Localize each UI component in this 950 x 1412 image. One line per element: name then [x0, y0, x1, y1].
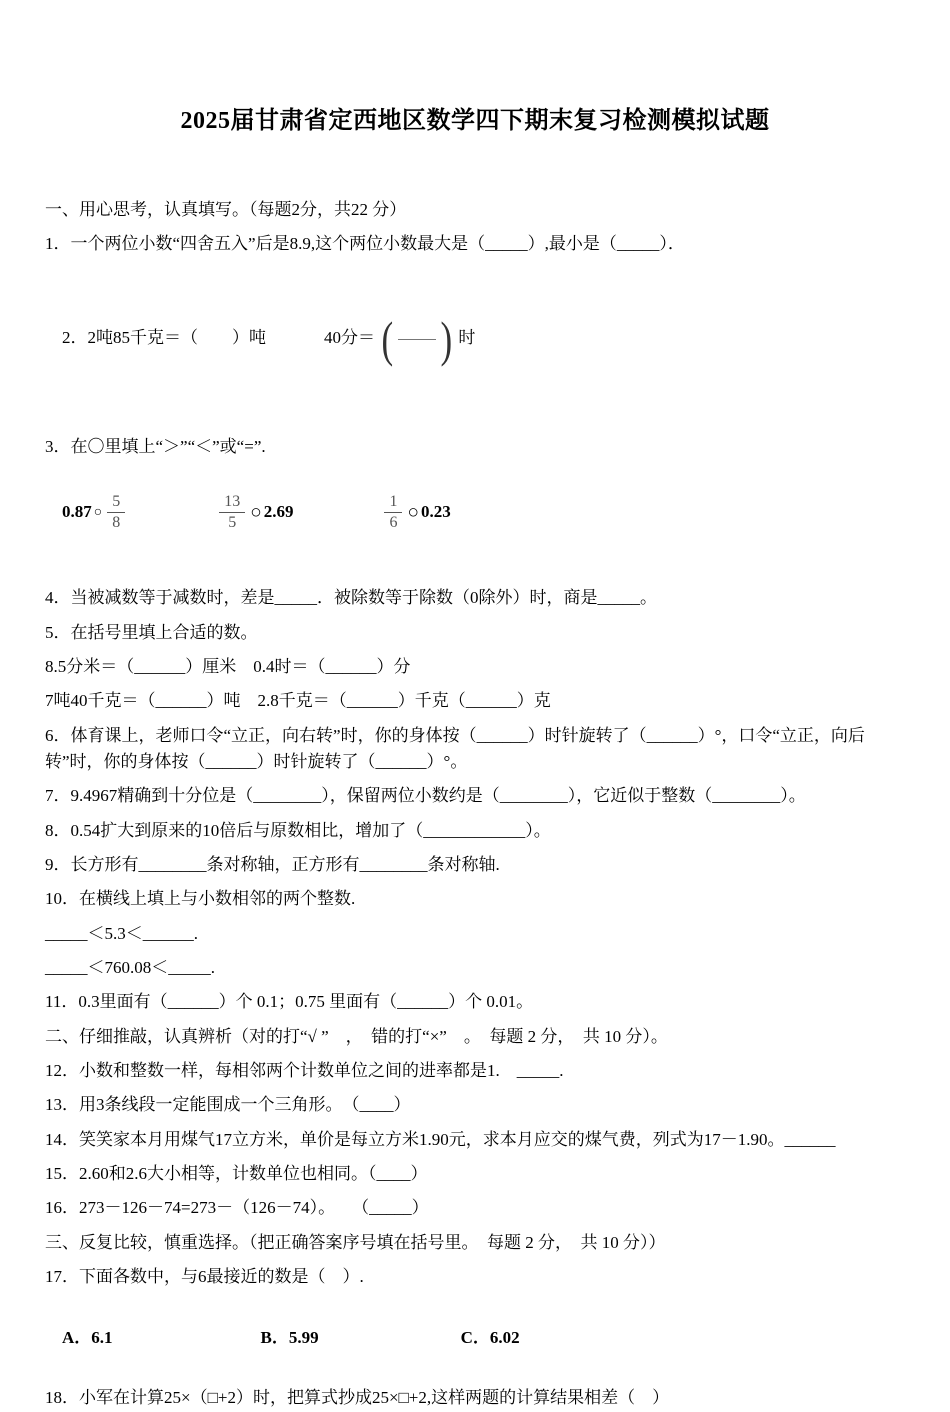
question-1: 1．一个两位小数“四舍五入”后是8.9,这个两位小数最大是（_____）,最小是（_____）．: [45, 234, 685, 254]
question-2-mid: 40分＝: [324, 327, 375, 347]
comparison-2: [216, 493, 293, 533]
question-10: 10．在横线上填上与小数相邻的两个整数.: [45, 889, 356, 909]
question-3-comparisons: [45, 467, 905, 559]
fraction-denominator: 8: [112, 514, 121, 532]
question-2-right: 时: [458, 327, 476, 347]
question-3: 3．在〇里填上“＞”“＜”或“=”.: [45, 437, 266, 457]
question-8: 8．0.54扩大到原来的10倍后与原数相比，增加了（____________）。: [45, 820, 551, 840]
comparison-3: [381, 493, 450, 533]
section3-heading: 三、反复比较，慎重选择。（把正确答案序号填在括号里。 每题 2 分， 共 10 分））: [45, 1232, 666, 1252]
page-title: 2025届甘肃省定西地区数学四下期末复习检测模拟试题: [180, 108, 770, 134]
question-14: 14．笑笑家本月用煤气17立方米，单价是每立方米1.90元，求本月应交的煤气费，列式为17－1.90。______: [45, 1129, 836, 1149]
fraction-denominator: 5: [228, 514, 237, 532]
comparison-1: [62, 493, 128, 533]
question-12: 12．小数和整数一样，每相邻两个计数单位之间的进率都是1. _____.: [45, 1061, 564, 1080]
fraction-5-8: [107, 493, 125, 533]
question-5-blank-row-1: 8.5分米＝（______）厘米 0.4时＝（______）分: [45, 656, 411, 676]
compare-circle: ○: [93, 505, 103, 521]
question-7: 7．9.4967精确到十分位是（________），保留两位小数约是（________），它近似于整数（________）。: [45, 786, 806, 806]
question-10-blank-row-1: _____＜5.3＜______.: [45, 923, 198, 943]
question-17-options: [45, 1298, 905, 1377]
comparison-2-right: 2.69: [263, 501, 294, 521]
question-9: 9．长方形有________条对称轴，正方形有________条对称轴.: [45, 854, 500, 874]
question-18: 18．小军在计算25×（□+2）时，把算式抄成25×□+2,这样两题的计算结果相差（ ）: [45, 1388, 670, 1408]
question-6: 6．体育课上，老师口令“立正，向右转”时，你的身体按（______）时针旋转了（______）°，口令“立正，向后转”时，你的身体按（______）时针旋转了（______）°。: [45, 725, 865, 771]
question-2-left: 2．2吨85千克＝（ ）吨: [62, 327, 266, 347]
fraction-bar-blank: [398, 339, 436, 340]
blank-fraction: [379, 310, 454, 368]
comparison-3-right: 0.23: [420, 501, 451, 521]
question-5-blank-row-2: 7吨40千克＝（______）吨 2.8千克＝（______）千克（______）克: [45, 691, 551, 711]
close-paren: ): [440, 311, 452, 368]
option-a: A．6.1: [62, 1327, 113, 1347]
option-b: B．5.99: [260, 1327, 319, 1347]
compare-circle: ○: [407, 502, 419, 524]
question-10-blank-row-2: _____＜760.08＜_____.: [45, 957, 215, 977]
fraction-numerator: 1: [384, 493, 402, 513]
fraction-13-5: [219, 493, 245, 533]
compare-circle: ○: [250, 502, 262, 524]
section2-heading: 二、仔细推敲，认真辨析（对的打“√ ” ， 错的打“×” 。 每题 2 分， 共 10 分）。: [45, 1026, 668, 1046]
section1-heading: 一、用心思考，认真填写。（每题2分，共22 分）: [45, 200, 407, 219]
comparison-1-left: 0.87: [62, 501, 92, 521]
question-2: [45, 284, 905, 395]
question-16: 16．273－126－74=273－（126－74）。 （_____）: [45, 1198, 429, 1218]
question-11: 11．0.3里面有（______）个 0.1；0.75 里面有（______）个 0.01。: [45, 992, 534, 1012]
fraction-1-6: [384, 493, 402, 533]
question-13: 13．用3条线段一定能围成一个三角形。 （____）: [45, 1095, 411, 1115]
question-15: 15．2.60和2.6大小相等，计数单位也相同。（____）: [45, 1164, 428, 1184]
open-paren: (: [381, 311, 394, 368]
question-4: 4．当被减数等于减数时，差是_____．被除数等于除数（0除外）时，商是_____。: [45, 588, 657, 608]
option-c: C．6.02: [460, 1327, 520, 1347]
question-17: 17．下面各数中，与6最接近的数是（ ）.: [45, 1267, 364, 1287]
question-5: 5．在括号里填上合适的数。: [45, 622, 258, 642]
fraction-numerator: 5: [107, 493, 125, 513]
fraction-numerator: 13: [219, 493, 245, 513]
fraction-denominator: 6: [389, 514, 398, 532]
